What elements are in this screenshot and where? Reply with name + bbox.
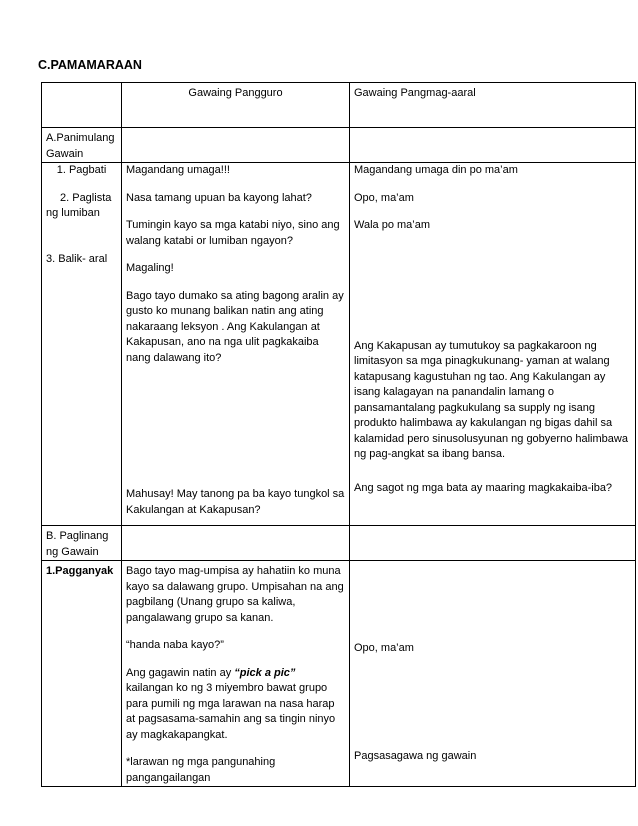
student-text: Opo, ma’am <box>354 642 414 654</box>
paglinang-content-row <box>42 561 636 787</box>
teacher-text: *larawan ng mga pangunahing pangangailangan <box>126 756 276 784</box>
teacher-instruction: Ang gagawin natin ay “pick a pic” kailangan ko ng 3 miyembro bawat grupo para pumili ng mga larawan na nasa harap at pagsasama-samahin ang sa tingin ninyo ay magkakapangkat. <box>126 666 336 741</box>
teacher-text: Bago tayo mag-umpisa ay hahatiin ko muna kayo sa dalawang grupo. Umpisahan na ang pagbilang (Unang grupo sa kaliwa, pangalawang grupo sa kanan. <box>126 565 344 624</box>
teacher-text: Magaling! <box>126 262 174 274</box>
step-balik-aral: 3. Balik- aral <box>46 252 108 265</box>
step-paglista: 2. Paglista ng lumiban <box>46 191 112 219</box>
teacher-text: Bago tayo dumako sa ating bagong aralin ay gusto ko munang balikan natin ang ating nakaraang leksyon . Ang Kakulangan at Kakapusan, ano na nga ulit pagkakaiba nang dalawang ito? <box>126 289 344 364</box>
header-teacher: Gawaing Pangguro <box>122 83 350 128</box>
section-label: B. Paglinang ng Gawain <box>42 526 122 561</box>
student-text: Magandang umaga din po ma’am <box>354 164 518 176</box>
step-pagganyak: 1.Pagganyak <box>46 565 114 577</box>
activity-name: “pick a pic” <box>234 666 296 679</box>
header-row <box>42 83 636 128</box>
student-answer: Ang Kakapusan ay tumutukoy sa pagkakaroon ng limitasyon sa mga pinagkukunang- yaman at walang katapusang kagustuhan ng tao. Ang Kakulangan ay isang kalagayan na panandalin lamang o pansamantalang pagkukulang sa supply ng isang produkto halimbawa ay kakulangan ng bigas dahil sa kalamidad pero sinusolusyunan ng gobyerno halimbawa ng pag-angkat sa ibang bansa. <box>354 339 628 460</box>
section-row-paglinang <box>42 526 636 561</box>
step-pagbati: 1. Pagbati <box>56 164 107 176</box>
lesson-table <box>41 82 636 787</box>
student-text: Ang sagot ng mga bata ay maaring magkakaiba-iba? <box>354 481 613 494</box>
teacher-text: “handa naba kayo?” <box>126 639 224 651</box>
panimulang-content-row <box>42 163 636 526</box>
student-text: Wala po ma’am <box>354 219 431 231</box>
section-label: A.Panimulang Gawain <box>42 128 122 163</box>
teacher-text: Tumingin kayo sa mga katabi niyo, sino ang walang katabi or lumiban ngayon? <box>126 219 340 247</box>
student-text: Pagsasagawa ng gawain <box>354 749 477 762</box>
teacher-text: Nasa tamang upuan ba kayong lahat? <box>126 191 312 204</box>
student-text: Opo, ma’am <box>354 191 414 204</box>
teacher-text: Magandang umaga!!! <box>126 164 230 176</box>
teacher-text: Mahusay! May tanong pa ba kayo tungkol sa Kakulangan at Kakapusan? <box>126 488 345 516</box>
header-student: Gawaing Pangmag-aaral <box>350 83 636 128</box>
header-empty-cell <box>42 83 122 128</box>
section-heading: C.PAMAMARAAN <box>38 58 142 72</box>
section-row-panimulang <box>42 128 636 163</box>
